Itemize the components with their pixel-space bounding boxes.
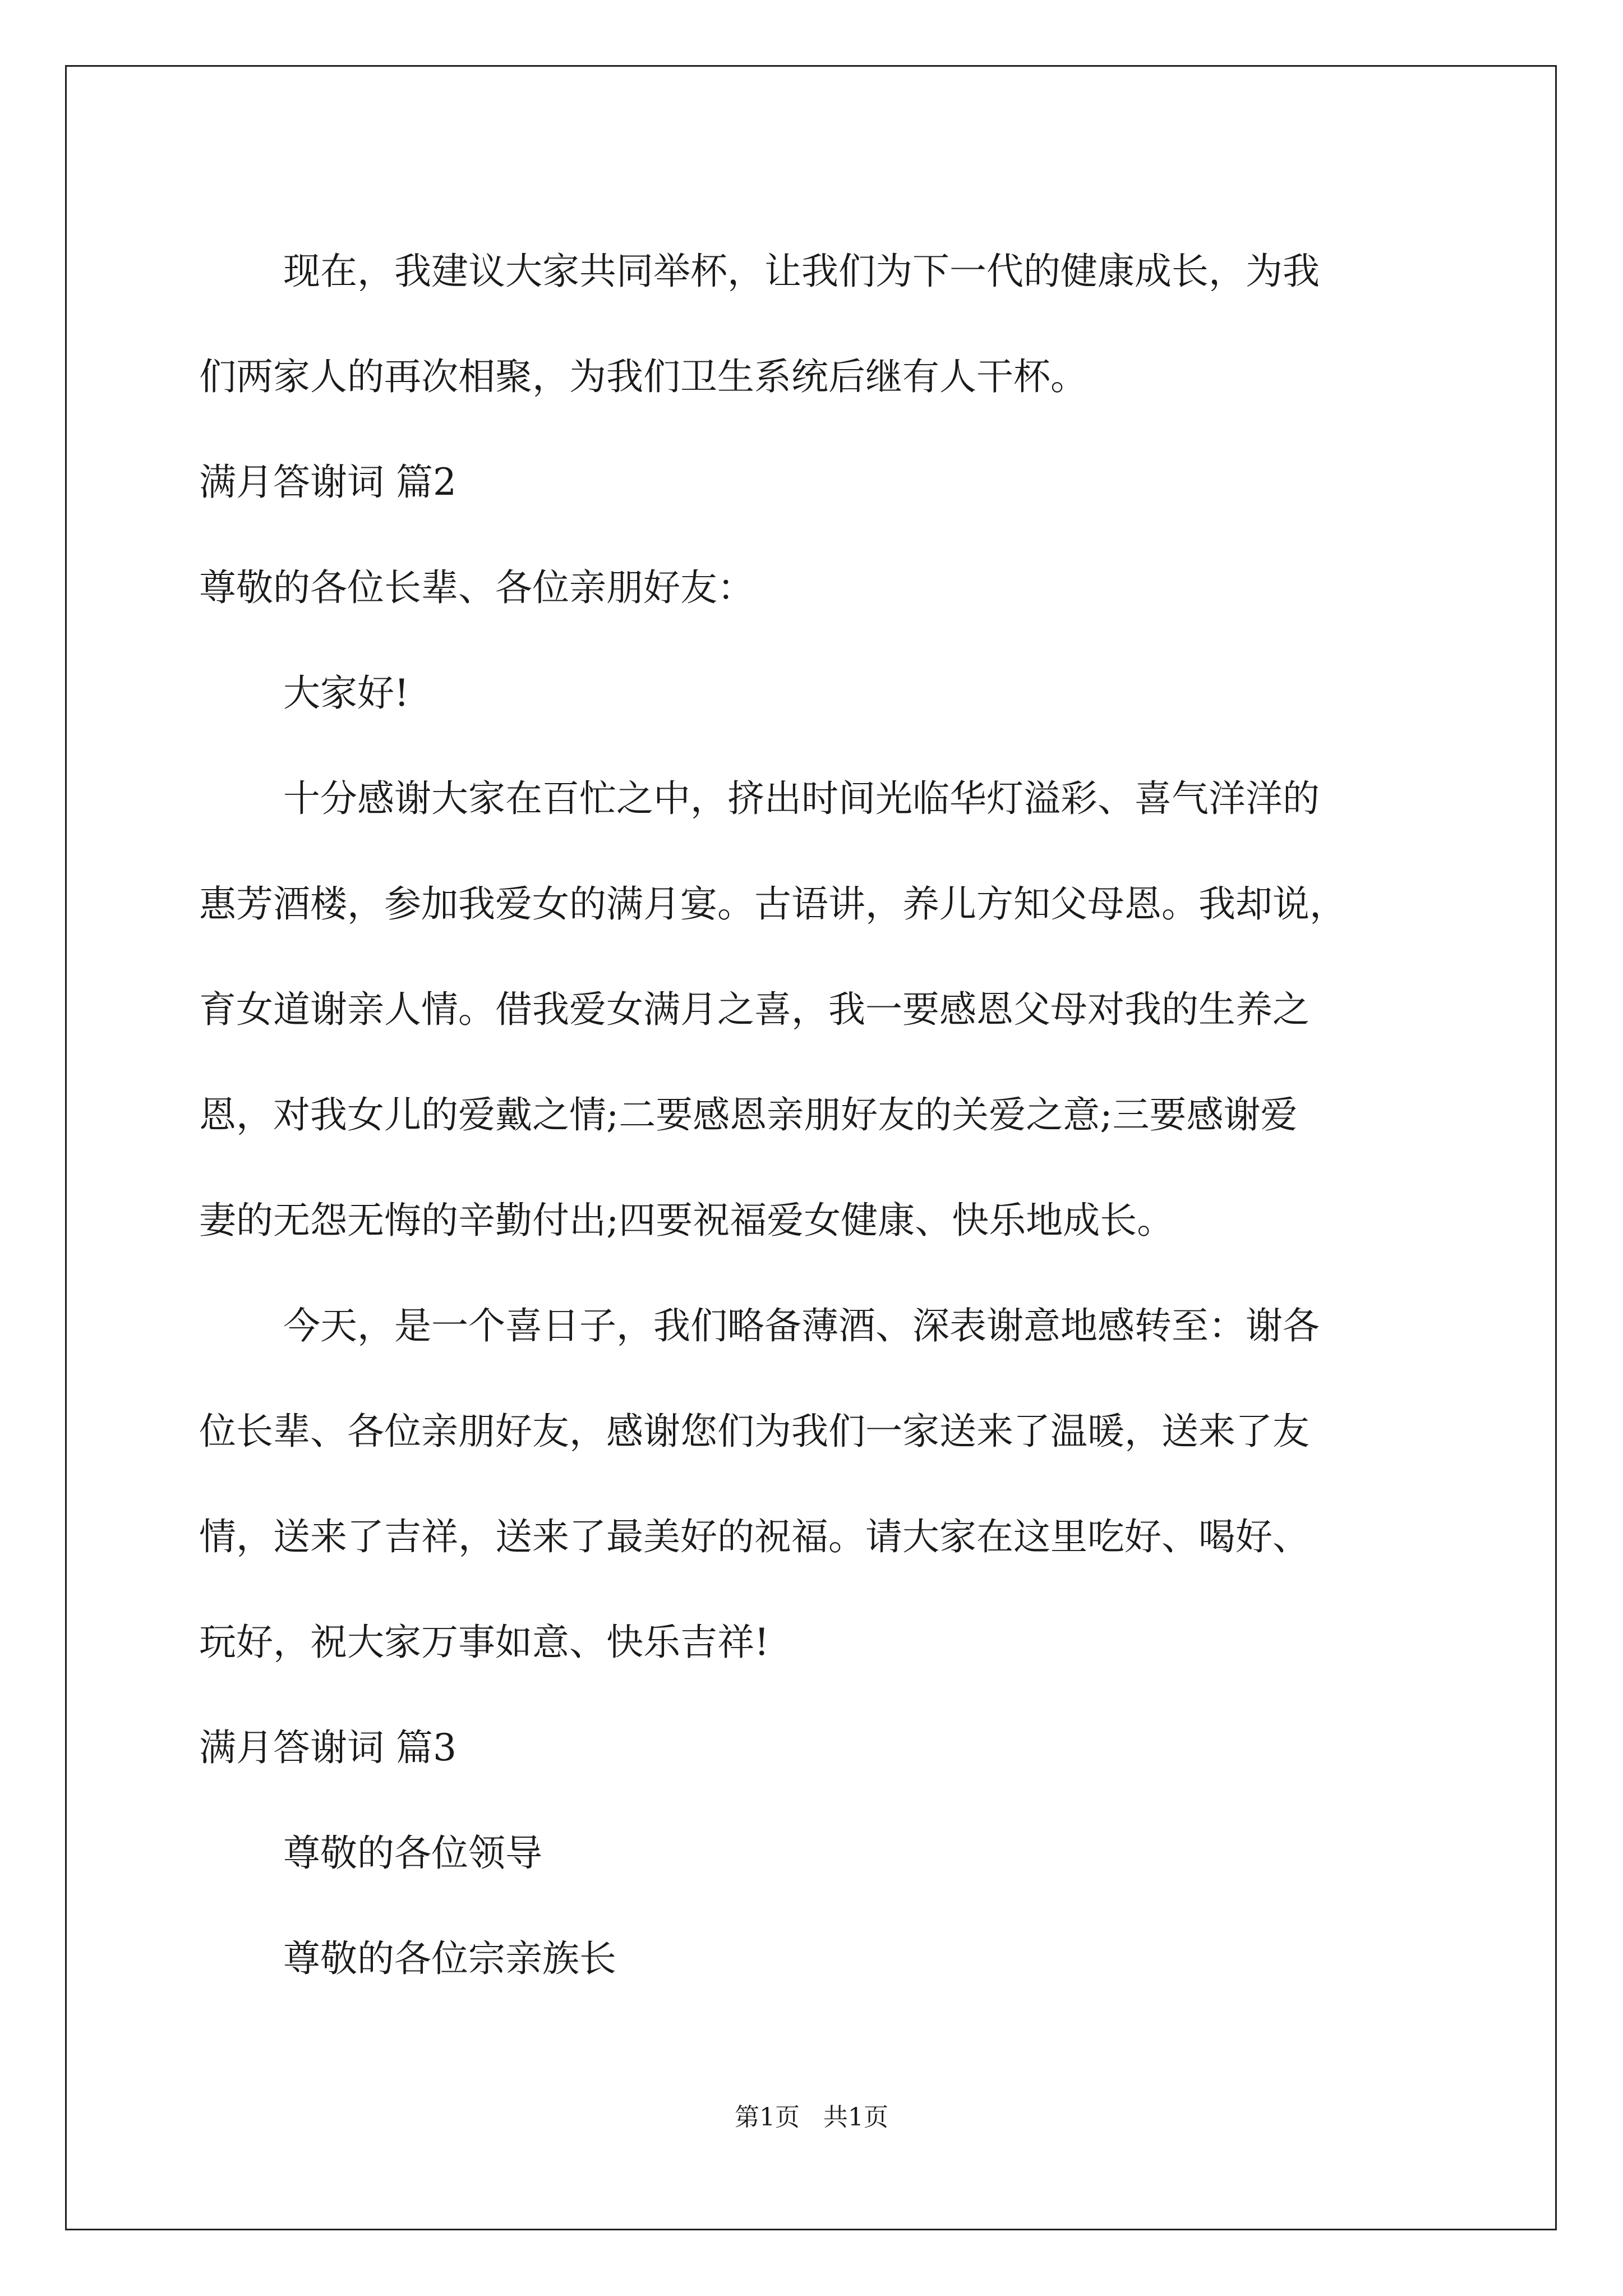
- page-number: 第1页 共1页: [735, 2103, 888, 2132]
- text-line-13: 情，送来了吉祥，送来了最美好的祝福。请大家在这里吃好、喝好、: [199, 1515, 1310, 1558]
- text-line-2: 们两家人的再次相聚，为我们卫生系统后继有人干杯。: [199, 355, 1087, 398]
- section-heading-3: 满月答谢词 篇3: [199, 1726, 457, 1769]
- text-line-17: 尊敬的各位宗亲族长: [283, 1937, 616, 1980]
- text-line-8: 育女道谢亲人情。借我爱女满月之喜，我一要感恩父母对我的生养之: [199, 988, 1310, 1031]
- text-line-16: 尊敬的各位领导: [283, 1832, 542, 1875]
- text-line-11: 今天，是一个喜日子，我们略备薄酒、深表谢意地感转至：谢各: [283, 1304, 1320, 1347]
- salutation: 尊敬的各位长辈、各位亲朋好友：: [199, 566, 754, 609]
- text-line-1: 现在，我建议大家共同举杯，让我们为下一代的健康成长，为我: [283, 250, 1320, 293]
- text-line-9: 恩，对我女儿的爱戴之情;二要感恩亲朋好友的关爱之意;三要感谢爱: [199, 1093, 1298, 1137]
- document-body: [199, 219, 1427, 2012]
- text-line-10: 妻的无怨无悔的辛勤付出;四要祝福爱女健康、快乐地成长。: [199, 1199, 1174, 1242]
- greeting: 大家好!: [283, 671, 409, 715]
- text-line-6: 十分感谢大家在百忙之中，挤出时间光临华灯溢彩、喜气洋洋的: [283, 777, 1320, 820]
- text-line-12: 位长辈、各位亲朋好友，感谢您们为我们一家送来了温暖，送来了友: [199, 1410, 1310, 1453]
- section-heading-2: 满月答谢词 篇2: [199, 461, 457, 504]
- text-line-14: 玩好，祝大家万事如意、快乐吉祥!: [199, 1621, 769, 1664]
- text-line-7: 惠芳酒楼，参加我爱女的满月宴。古语讲，养儿方知父母恩。我却说，: [199, 882, 1347, 926]
